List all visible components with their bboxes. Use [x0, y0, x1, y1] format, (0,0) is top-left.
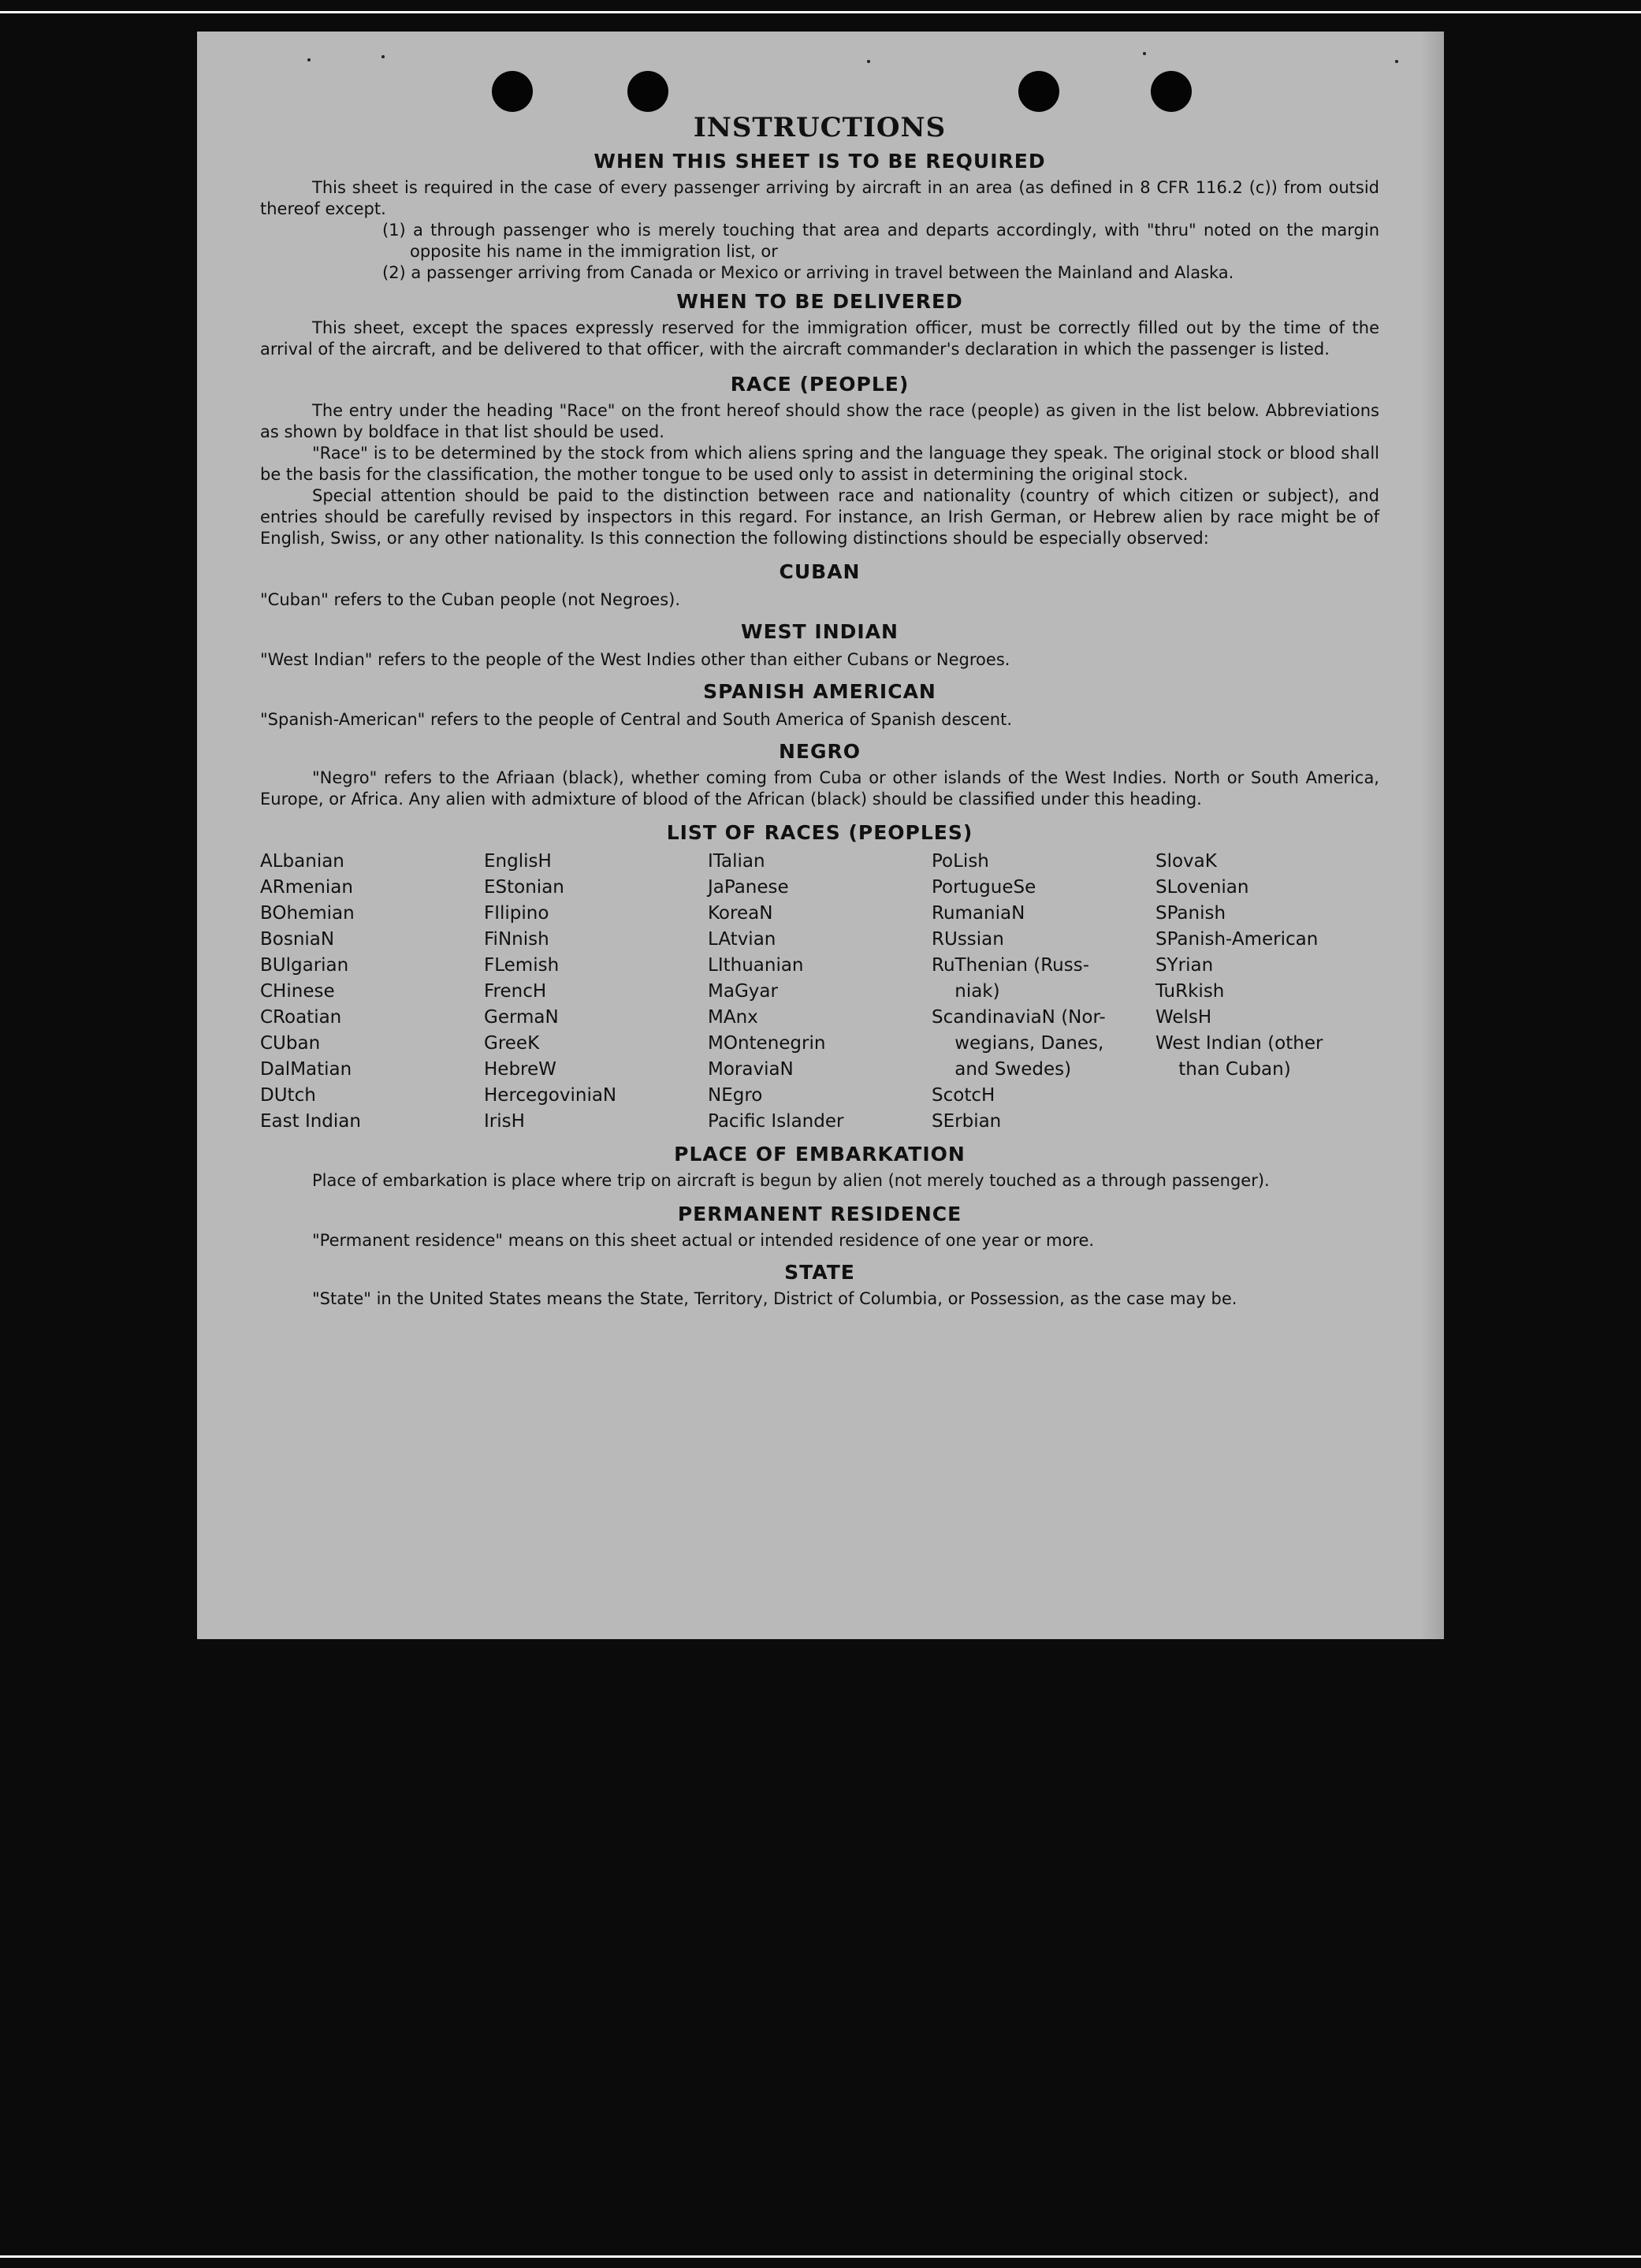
race-item: FIlipino	[484, 903, 549, 924]
heading-cuban: CUBAN	[779, 560, 861, 583]
race-item: CRoatian	[260, 1007, 342, 1028]
race-item: SLovenian	[1155, 877, 1249, 898]
heading-embarkation: PLACE OF EMBARKATION	[674, 1143, 966, 1166]
race-item: than Cuban)	[1155, 1059, 1291, 1080]
race-item: HebreW	[484, 1059, 556, 1080]
races-column-3	[708, 849, 932, 1135]
cuban-text: "Cuban" refers to the Cuban people (not Negroes).	[260, 590, 681, 609]
required-item-2: (2) a passenger arriving from Canada or Mexico or arriving in travel between the Mainland and Alaska.	[382, 263, 1234, 282]
dust-speck	[307, 58, 311, 61]
race-item: FrencH	[484, 981, 547, 1002]
races-column-1	[260, 849, 484, 1135]
race-item: niak)	[932, 981, 1000, 1002]
race-item: EnglisH	[484, 851, 552, 872]
race-paragraph-2: "Race" is to be determined by the stock from which aliens spring and the language they speak. The original stock or blood shall be the basis for the classification, the mother tongue to be used only to assist in determining the original stock.	[260, 444, 1379, 484]
heading-west-indian: WEST INDIAN	[741, 620, 899, 643]
races-column-5	[1155, 849, 1379, 1135]
race-item: ScandinaviaN (Nor-	[932, 1007, 1106, 1028]
race-item: HercegoviniaN	[484, 1085, 617, 1106]
race-item: BosniaN	[260, 929, 335, 950]
heading-spanish-american: SPANISH AMERICAN	[703, 680, 936, 703]
race-item: GreeK	[484, 1033, 540, 1054]
dust-speck	[381, 55, 385, 58]
dust-speck	[867, 60, 870, 63]
race-item: SYrian	[1155, 955, 1214, 976]
page-title: INSTRUCTIONS	[693, 112, 947, 143]
race-item: BOhemian	[260, 903, 355, 924]
state-text: "State" in the United States means the State, Territory, District of Columbia, or Possession, as the case may be.	[312, 1289, 1237, 1308]
race-item: and Swedes)	[932, 1059, 1072, 1080]
race-item: RuThenian (Russ-	[932, 955, 1090, 976]
race-item: SPanish-American	[1155, 929, 1319, 950]
race-item: PortugueSe	[932, 877, 1036, 898]
race-item: ALbanian	[260, 851, 344, 872]
race-item: WelsH	[1155, 1007, 1212, 1028]
race-item: FLemish	[484, 955, 560, 976]
dust-speck	[1395, 60, 1398, 63]
race-item: DalMatian	[260, 1059, 352, 1080]
required-item-1: (1) a through passenger who is merely touching that area and departs accordingly, with "thru" noted on the margin opposite his name in the immigration list, or	[382, 221, 1379, 261]
heading-permanent-residence: PERMANENT RESIDENCE	[677, 1203, 962, 1225]
races-column-2	[484, 849, 708, 1135]
heading-list-of-races: LIST OF RACES (PEOPLES)	[666, 821, 973, 844]
race-item: MAnx	[708, 1007, 758, 1028]
instruction-sheet	[197, 32, 1444, 1639]
sheet-content	[260, 79, 1379, 1310]
race-item: ScotcH	[932, 1085, 995, 1106]
heading-negro: NEGRO	[778, 740, 861, 763]
race-item: SPanish	[1155, 903, 1226, 924]
race-item: PoLish	[932, 851, 989, 872]
race-item: SErbian	[932, 1111, 1002, 1132]
race-item: TuRkish	[1155, 981, 1225, 1002]
race-item: DUtch	[260, 1085, 316, 1106]
heading-delivered: WHEN TO BE DELIVERED	[676, 290, 963, 313]
dust-speck	[1143, 52, 1146, 55]
race-item: wegians, Danes,	[932, 1033, 1104, 1054]
race-item: CHinese	[260, 981, 335, 1002]
race-item: CUban	[260, 1033, 321, 1054]
races-column-4	[932, 849, 1155, 1135]
race-item: MoraviaN	[708, 1059, 794, 1080]
race-item: FiNnish	[484, 929, 549, 950]
race-item: LIthuanian	[708, 955, 804, 976]
race-item: BUlgarian	[260, 955, 349, 976]
race-item: ARmenian	[260, 877, 353, 898]
race-item: NEgro	[708, 1085, 763, 1106]
race-item: Pacific Islander	[708, 1111, 844, 1132]
race-item: MaGyar	[708, 981, 778, 1002]
embarkation-text: Place of embarkation is place where trip on aircraft is begun by alien (not merely touched as a through passenger).	[312, 1171, 1270, 1190]
race-item: KoreaN	[708, 903, 773, 924]
race-item: East Indian	[260, 1111, 361, 1132]
race-item: RUssian	[932, 929, 1004, 950]
sheet-edge-shadow	[1420, 32, 1444, 1639]
film-frame-top-line	[0, 11, 1641, 13]
west-indian-text: "West Indian" refers to the people of the West Indies other than either Cubans or Negroes.	[260, 650, 1010, 669]
heading-race: RACE (PEOPLE)	[730, 373, 910, 396]
race-item: West Indian (other	[1155, 1033, 1323, 1054]
race-item: RumaniaN	[932, 903, 1025, 924]
race-item: GermaN	[484, 1007, 559, 1028]
race-paragraph-3: Special attention should be paid to the distinction between race and nationality (country of which citizen or subject), and entries should be carefully revised by inspectors in this regard. For instance, an Irish German, or Hebrew alien by race might be of English, Swiss, or any other nationality. Is this connection the following distinctions should be especially observed:	[260, 486, 1379, 548]
race-item: SlovaK	[1155, 851, 1217, 872]
race-item: MOntenegrin	[708, 1033, 826, 1054]
race-paragraph-1: The entry under the heading "Race" on the front hereof should show the race (people) as given in the list below. Abbreviations as shown by boldface in that list should be used.	[260, 401, 1379, 441]
negro-text: "Negro" refers to the Afriaan (black), whether coming from Cuba or other islands of the West Indies. North or South America, Europe, or Africa. Any alien with admixture of blood of the African (black) should be classified under this heading.	[260, 768, 1379, 809]
film-frame-bottom-line	[0, 2255, 1641, 2258]
race-item: ITalian	[708, 851, 765, 872]
residence-text: "Permanent residence" means on this sheet actual or intended residence of one year or more.	[312, 1231, 1095, 1250]
delivered-text: This sheet, except the spaces expressly reserved for the immigration officer, must be correctly filled out by the time of the arrival of the aircraft, and be delivered to that officer, with the aircraft commander's declaration in which the passenger is listed.	[260, 318, 1379, 359]
heading-state: STATE	[784, 1261, 855, 1284]
race-item: LAtvian	[708, 929, 776, 950]
spanish-american-text: "Spanish-American" refers to the people of Central and South America of Spanish descent.	[260, 710, 1013, 729]
heading-required: WHEN THIS SHEET IS TO BE REQUIRED	[594, 150, 1046, 173]
races-list	[260, 849, 1379, 1135]
race-item: IrisH	[484, 1111, 525, 1132]
race-item: EStonian	[484, 877, 564, 898]
required-intro: This sheet is required in the case of every passenger arriving by aircraft in an area (as defined in 8 CFR 116.2 (c)) from outsid thereof except.	[260, 178, 1379, 218]
race-item: JaPanese	[708, 877, 789, 898]
